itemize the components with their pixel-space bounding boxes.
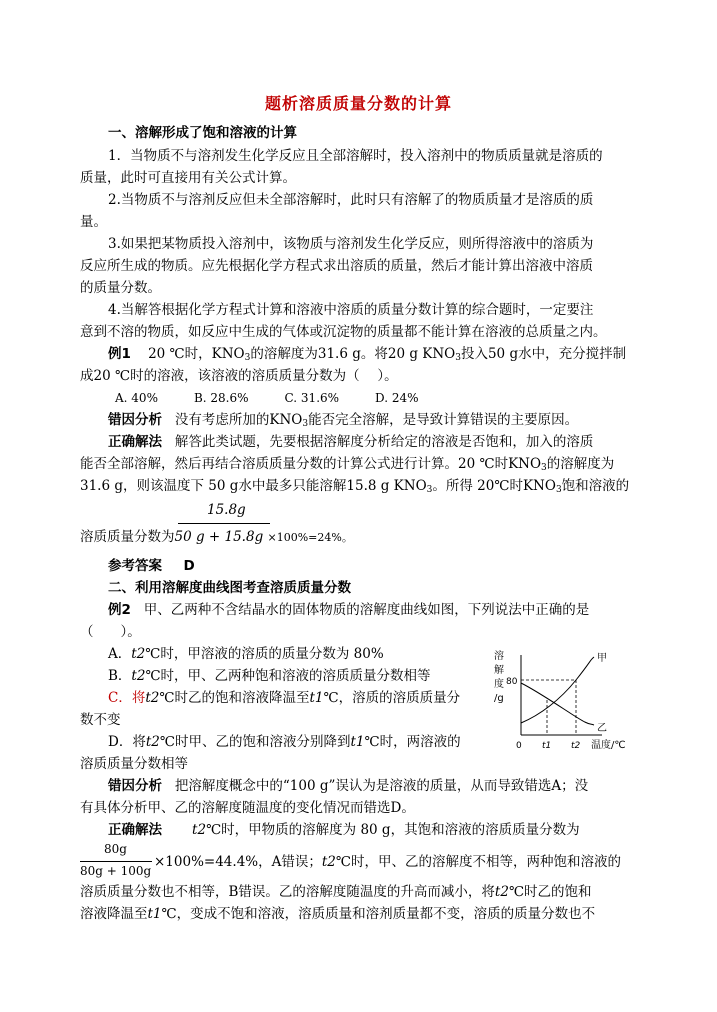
example-1-line-a: 例1 20 ℃时，$KNO_3$的溶解度为31.6 g。将20 g $KNO_3$投入50 g水中，充分搅拌制 [108, 346, 627, 363]
option-d-text: ℃时甲、乙的饱和溶液分别降到 [159, 734, 351, 750]
curve-jia [521, 657, 594, 723]
fraction-1-suffix: ×100%=24%。 [267, 531, 353, 544]
solution-2-line-d [80, 903, 640, 925]
fraction-2-numerator: 80g [104, 842, 127, 856]
solution-2-line-c [80, 881, 640, 903]
paragraph-3c: 的质量分数。 [80, 280, 161, 296]
paragraph-4a: 4.当解答根据化学方程式计算和溶液中溶质的质量分数计算的综合题时，一定要注 [108, 302, 594, 318]
option-c-temp: t1 [309, 690, 324, 706]
fraction-1-numerator: 15.8g [207, 502, 246, 518]
option-c-cont: 数不变 [80, 712, 121, 728]
solution-temp: t2 [192, 822, 207, 838]
paragraph-3a: 3.如果把某物质投入溶剂中，该物质与溶剂发生化学反应，则所得溶液中的溶质为 [108, 236, 594, 252]
answer-label: 参考答案 [108, 558, 162, 574]
example-2-label: 例2 [108, 602, 131, 618]
solution-1-line-b: 能否全部溶解，然后再结合溶质质量分数的计算公式进行计算。20 ℃时$KNO_3$的溶解度为 [80, 456, 615, 473]
option-d-temp: t1 [350, 734, 365, 750]
solution-text: 能否全部溶解，然后再结合溶质质量分数的计算公式进行计算。20 ℃时KNO [80, 456, 542, 472]
option-b [108, 665, 488, 687]
paragraph-1a: 1．当物质不与溶剂发生化学反应且全部溶解时，投入溶剂中的物质质量就是溶质的 [108, 148, 603, 164]
solution-text: 溶质质量分数也不相等，B错误。乙的溶解度随温度的升高而减小，将 [80, 884, 495, 900]
option-a [108, 643, 488, 665]
example-2-text: 甲、乙两种不含结晶水的固体物质的溶解度曲线如图，下列说法中正确的是 [143, 602, 590, 618]
y-axis-label-2: 解 [494, 665, 504, 676]
fraction-2-denominator: 80g + 100g [80, 864, 152, 878]
solution-text: ℃时乙的饱和 [508, 884, 592, 900]
option-b-text: ℃时，甲、乙两种饱和溶液的溶质质量分数相等 [145, 668, 431, 684]
option-b-temp: t2 [131, 668, 146, 684]
solubility-curve-figure [490, 645, 640, 753]
y-mark-80: 80 [506, 677, 518, 687]
solution-text: 饱和溶液的 [561, 478, 630, 494]
fraction-1-denominator: 50 g + 15.8g [174, 529, 264, 545]
section2-heading: 二、利用溶解度曲线图考查溶质质量分数 [108, 580, 351, 596]
solution-text: 的溶解度为 [546, 456, 615, 472]
fraction-1-bar [178, 523, 270, 524]
example-1-line-b: 成20 ℃时的溶液，该溶液的溶质质量分数为（ ）。 [80, 368, 398, 384]
solution-temp: t2 [321, 854, 336, 870]
solution-text: ℃，变成不饱和溶液，溶质质量和溶剂质量都不变，溶质的质量分数也不 [161, 906, 596, 922]
paragraph-4b: 意到不溶的物质，如反应中生成的气体或沉淀物的质量都不能计算在溶液的总质量之内。 [80, 324, 607, 340]
option-d-temp: t2 [145, 734, 160, 750]
solution-text: 。所得 20℃时KNO [432, 478, 556, 494]
fraction-1-line [80, 526, 640, 549]
option-c-text: ℃时乙的饱和溶液降温至 [159, 690, 310, 706]
solution-2-line-b [154, 851, 644, 873]
example-1-text: 20 ℃时，KNO [148, 346, 245, 362]
example-2-line-b: （ ）。 [80, 624, 141, 640]
solution-2-line-a [108, 819, 668, 841]
x-tick-t1: t1 [542, 741, 552, 751]
option-d-text: D．将 [108, 734, 146, 750]
error-analysis-text: 能否完全溶解，是导致计算错误的主要原因。 [308, 412, 579, 428]
solution-text: ℃时，甲、乙的溶解度不相等，两种饱和溶液的 [335, 854, 621, 870]
option-a-temp: t2 [131, 646, 146, 662]
option-d-text: ℃时，两溶液的 [364, 734, 461, 750]
y-axis-label-1: 溶 [494, 651, 504, 662]
answer-1 [108, 555, 668, 577]
solution-text: 31.6 g，则该温度下 50 g水中最多只能溶解15.8 g KNO [80, 478, 427, 494]
example-1-text: 投入50 g水中，充分搅拌制 [460, 346, 627, 362]
answer-value: D [183, 558, 195, 574]
series-label-jia: 甲 [597, 653, 607, 664]
option-c-temp: t2 [145, 690, 160, 706]
option-d-cont: 溶质质量分数相等 [80, 756, 188, 772]
solution-text: ×100%=44.4%，A错误； [154, 854, 322, 870]
y-axis-label-3: 度 [494, 679, 504, 690]
option-c [108, 687, 488, 709]
paragraph-3b: 反应所生成的物质。应先根据化学方程式求出溶质的质量，然后才能计算出溶液中溶质 [80, 258, 593, 274]
origin-label: 0 [516, 741, 522, 751]
y-axis-label-4: /g [494, 693, 504, 704]
option-c-text: C．将 [108, 690, 146, 706]
solution-1-line-a [108, 431, 668, 453]
example-1-text: 的溶解度为31.6 g。将20 g KNO [250, 346, 456, 362]
fraction-2-bar [80, 861, 152, 862]
error-analysis-label: 错因分析 [108, 412, 162, 428]
option-a-text: ℃时，甲溶液的溶质的质量分数为 80% [145, 646, 384, 662]
error-analysis-1: 错因分析 没有考虑所加的$KNO_3$能否完全溶解，是导致计算错误的主要原因。 [108, 412, 579, 429]
section1-heading: 一、溶解形成了饱和溶液的计算 [108, 125, 297, 141]
option-a-text: A． [108, 646, 132, 662]
solution-text: ℃时，甲物质的溶解度为 80 g，其饱和溶液的溶质质量分数为 [206, 822, 580, 838]
solution-temp: t1 [147, 906, 162, 922]
solution-temp: t2 [494, 884, 509, 900]
fraction-1-prefix: 溶质质量分数为 [80, 529, 175, 545]
solution-label: 正确解法 [108, 434, 162, 450]
option-c-text: ℃，溶质的溶质质量分 [323, 690, 461, 706]
solution-text: 溶液降温至 [80, 906, 148, 922]
error-analysis-text: 把溶解度概念中的“100 g”误认为是溶液的质量，从而导致错选A；没 [174, 778, 589, 794]
example-1-options: A. 40% B. 28.6% C. 31.6% D. 24% [115, 391, 419, 405]
x-axis-label: 温度/℃ [591, 740, 626, 751]
series-label-yi: 乙 [597, 723, 607, 734]
paragraph-1b: 质量，此时可直接用有关公式计算。 [80, 170, 296, 186]
solution-label: 正确解法 [108, 822, 162, 838]
error-analysis-text: 没有考虑所加的KNO [174, 412, 303, 428]
error-analysis-2 [108, 775, 668, 797]
solution-text: 解答此类试题，先要根据溶解度分析给定的溶液是否饱和，加入的溶质 [174, 434, 594, 450]
example-1-label: 例1 [108, 346, 131, 362]
page-title: 题析溶质质量分数的计算 [264, 94, 452, 113]
curve-yi [521, 683, 594, 725]
paragraph-2a: 2.当物质不与溶剂反应但未全部溶解时，此时只有溶解了的物质质量才是溶质的质 [108, 192, 594, 208]
x-tick-t2: t2 [571, 741, 581, 751]
option-d [108, 731, 488, 753]
error-analysis-label: 错因分析 [108, 778, 162, 794]
option-b-text: B． [108, 668, 132, 684]
solution-1-line-c: 31.6 g，则该温度下 50 g水中最多只能溶解15.8 g $KNO_3$。所得 20℃时$KNO_3$饱和溶液的 [80, 478, 630, 495]
example-2-line-a [108, 599, 668, 621]
error-analysis-2-cont: 有具体分析甲、乙的溶解度随温度的变化情况而错选D。 [80, 800, 415, 816]
paragraph-2b: 量。 [80, 214, 107, 230]
